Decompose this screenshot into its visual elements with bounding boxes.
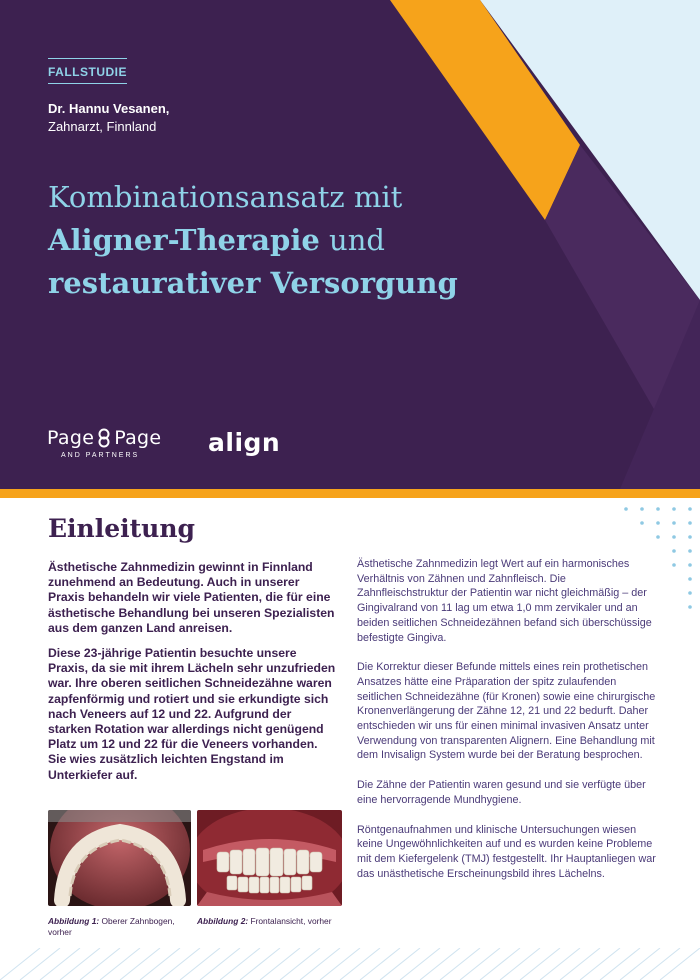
align-logo: align <box>208 428 281 457</box>
intro-right-column <box>357 557 659 896</box>
orange-divider <box>0 489 700 498</box>
title-line-3: restaurativer Versorgung <box>48 266 458 300</box>
figure-2-frontal-photo <box>197 810 342 906</box>
figure-2-label: Abbildung 2: <box>197 916 249 926</box>
case-study-tag: FALLSTUDIE <box>48 58 127 84</box>
logo-knot-icon <box>97 428 111 448</box>
title-line-2 <box>48 219 508 262</box>
figure-1-caption <box>48 916 193 938</box>
hero-banner <box>0 0 700 489</box>
author-block <box>48 100 169 136</box>
figure-1-upper-arch-photo <box>48 810 191 906</box>
intro-left-column <box>48 560 338 793</box>
page-and-page-logo <box>47 427 161 459</box>
logo-page-right: Page <box>114 427 162 449</box>
body-paragraph-2: Die Korrektur dieser Befunde mittels eines rein prothetischen Ansatzes hätte eine Präparation der spitz zulaufenden seitlichen Schneidezähne (für Kronen) sowie eine chirurgische Kronenverlängerung der Zähne 12, 21 und 22 bedurft. Daher entschieden wir uns für einen minimal invasiven Ansatz unter Verwendung von transparenten Alignern. Eine Behandlung mit dem Invisalign System wurde bei der Beratung besprochen. <box>357 661 656 762</box>
title-line-2-rest: und <box>319 223 385 257</box>
logo-partners: AND PARTNERS <box>61 452 140 459</box>
figure-1-text: Oberer Zahnbogen, vorher <box>48 916 175 937</box>
body-paragraph-1: Ästhetische Zahnmedizin legt Wert auf ein harmonisches Verhältnis von Zähnen und Zahnfleisch. Die Zahnfleischstruktur der Patientin war nicht gleichmäßig – der Gingivalrand von 11 lag um etwa 1,0 mm zervikaler und an beiden seitlichen Schneidezähnen befand sich überschüssige befestigte Gingiva. <box>357 558 652 644</box>
intro-paragraph-1: Ästhetische Zahnmedizin gewinnt in Finnland zunehmend an Bedeutung. Auch in unserer Praxis behandeln wir viele Patienten, die für eine ästhetische Behandlung bei unseren Spezialisten aus dem ganzen Land anreisen. <box>48 560 335 635</box>
author-role: Zahnarzt, Finnland <box>48 119 157 134</box>
body-paragraph-4: Röntgenaufnahmen und klinische Untersuchungen wiesen keine Ungewöhnlichkeiten auf und es wurden keine Probleme mit dem Kiefergelenk (TMJ) festgestellt. Ihr Hauptanliegen war das unästhetische Erscheinungsbild ihres Lächelns. <box>357 823 656 880</box>
figure-2-text: Frontalansicht, vorher <box>248 916 332 926</box>
intro-paragraph-2: Diese 23-jährige Patientin besuchte unsere Praxis, da sie mit ihrem Lächeln sehr unzufrieden war. Ihre oberen seitlichen Schneidezähne waren zapfenförmig und rotiert und sie erkundigte sich nach Veneers auf 12 und 22. Aufgrund der starken Rotation war allerdings nicht genügend Platz um 12 und 22 für die Veneers vorhanden. Sie wies zusätzlich leichten Engstand im Unterkiefer auf. <box>48 646 336 782</box>
title-line-1: Kombinationsansatz mit <box>48 180 403 214</box>
logo-page-left: Page <box>47 427 95 449</box>
figure-2-caption <box>197 916 347 927</box>
decorative-bottom-lines <box>0 948 700 980</box>
figure-1-label: Abbildung 1: <box>48 916 100 926</box>
title-line-2-bold: Aligner-Therapie <box>48 223 320 257</box>
page-title <box>48 176 508 305</box>
author-name: Dr. Hannu Vesanen, <box>48 101 170 116</box>
section-heading: Einleitung <box>48 514 196 543</box>
body-paragraph-3: Die Zähne der Patientin waren gesund und sie verfügte über eine hervorragende Mundhygiene. <box>357 779 646 806</box>
